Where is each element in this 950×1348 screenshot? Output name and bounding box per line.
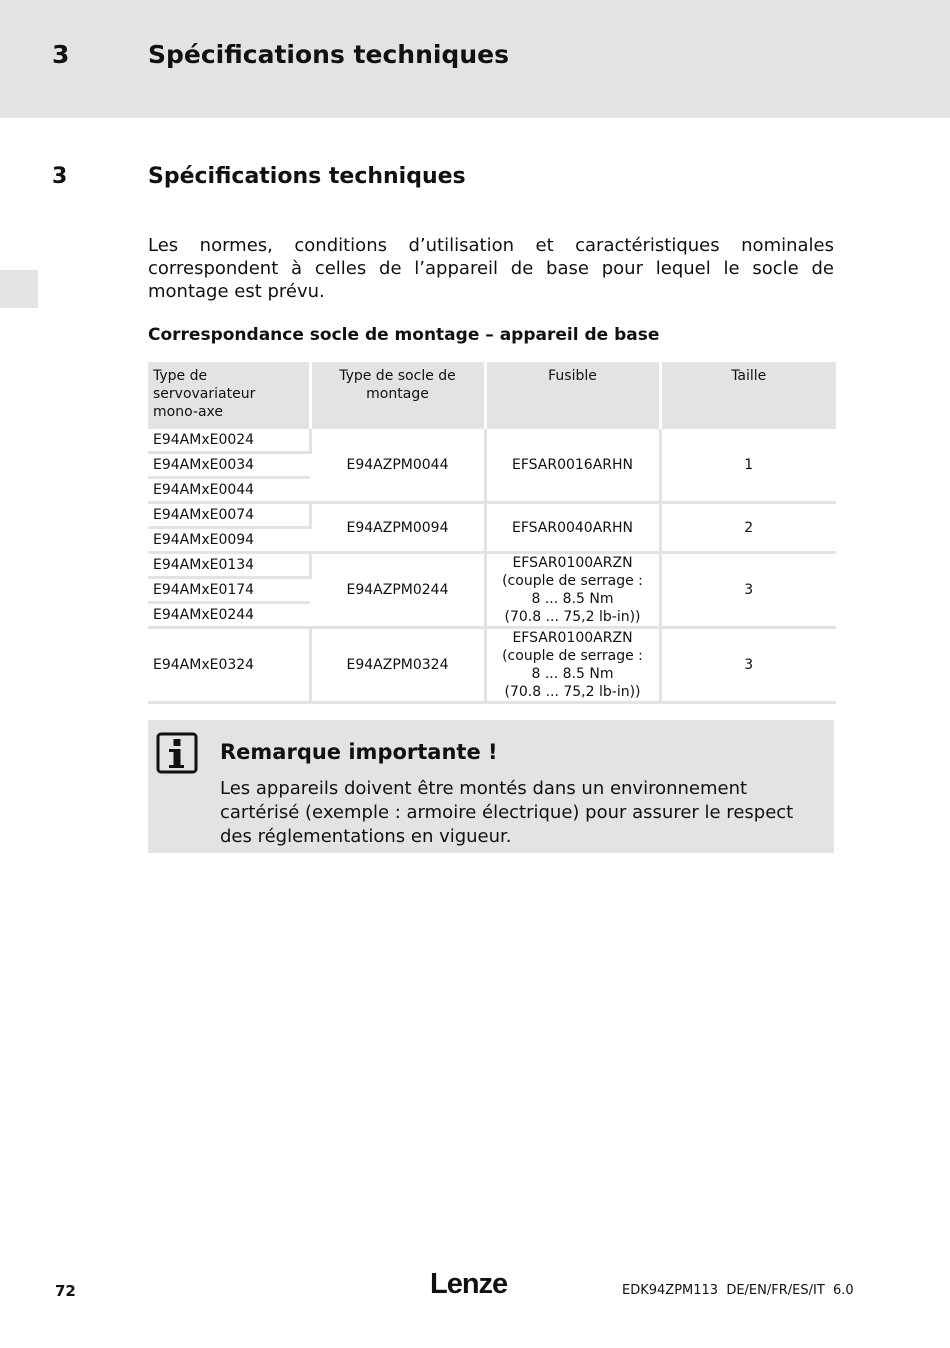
size-cell: 3: [660, 628, 836, 703]
important-note: [148, 720, 834, 853]
fuse-line: EFSAR0016ARHN: [511, 457, 634, 473]
fuse-line: EFSAR0100ARZN: [512, 630, 633, 646]
header-device-type: Type de servovariateur mono-axe: [148, 362, 310, 429]
fuse-cell: [485, 628, 660, 703]
device-cell: E94AMxE0244: [148, 603, 310, 628]
table-row: [148, 503, 836, 528]
document-id: EDK94ZPM113 DE/EN/FR/ES/IT 6.0: [622, 1283, 854, 1298]
table-subheading: Correspondance socle de montage – appareil de base: [148, 325, 660, 345]
device-cell: E94AMxE0024: [148, 429, 310, 453]
note-title: Remarque importante !: [220, 740, 498, 764]
lenze-logo: Lenze: [430, 1268, 508, 1300]
base-cell: E94AZPM0044: [310, 429, 485, 503]
page-number: 72: [55, 1282, 76, 1300]
device-cell: E94AMxE0174: [148, 578, 310, 603]
chapter-title: Spécifications techniques: [148, 40, 509, 69]
fuse-line: 8 ... 8.5 Nm: [531, 591, 614, 607]
note-text: Les appareils doivent être montés dans un environnement cartérisé (exemple : armoire électrique) pour assurer le respect des réglementations en vigueur.: [220, 778, 794, 847]
fuse-line: 8 ... 8.5 Nm: [531, 666, 614, 682]
fuse-line: (70.8 ... 75,2 lb-in)): [504, 684, 641, 700]
header-size: Taille: [660, 362, 836, 429]
section-title: Spécifications techniques: [148, 164, 466, 189]
table-header-row: [148, 362, 836, 429]
side-tab-marker: [0, 270, 38, 308]
intro-paragraph: Les normes, conditions d’utilisation et caractéristiques nominales correspondent à celles de l’appareil de base pour lequel le socle de montage est prévu.: [148, 235, 834, 302]
header-base-type: Type de socle de montage: [310, 362, 485, 429]
base-cell: E94AZPM0324: [310, 628, 485, 703]
fuse-cell: [485, 503, 660, 553]
table-row: [148, 628, 836, 703]
device-cell: E94AMxE0044: [148, 478, 310, 503]
device-cell: E94AMxE0074: [148, 503, 310, 528]
fuse-line: (couple de serrage :: [502, 573, 643, 589]
size-cell: 3: [660, 553, 836, 628]
device-cell: E94AMxE0094: [148, 528, 310, 553]
fuse-line: EFSAR0040ARHN: [511, 519, 634, 536]
device-cell: E94AMxE0134: [148, 553, 310, 578]
base-cell: E94AZPM0244: [310, 553, 485, 628]
header-fuse: Fusible: [485, 362, 660, 429]
info-icon: [156, 732, 198, 774]
size-cell: 2: [660, 503, 836, 553]
chapter-header: [0, 0, 950, 118]
fuse-cell: [485, 553, 660, 628]
fuse-cell: [485, 429, 660, 503]
section-number: 3: [52, 164, 68, 189]
fuse-line: (couple de serrage :: [502, 648, 643, 664]
fuse-line: EFSAR0100ARZN: [512, 555, 633, 571]
table-row: [148, 429, 836, 453]
chapter-number: 3: [52, 40, 70, 69]
device-cell: E94AMxE0324: [148, 628, 310, 703]
compatibility-table: [148, 362, 836, 704]
device-cell: E94AMxE0034: [148, 453, 310, 478]
table-row: [148, 553, 836, 578]
fuse-line: (70.8 ... 75,2 lb-in)): [504, 609, 641, 625]
base-cell: E94AZPM0094: [310, 503, 485, 553]
size-cell: 1: [660, 429, 836, 503]
